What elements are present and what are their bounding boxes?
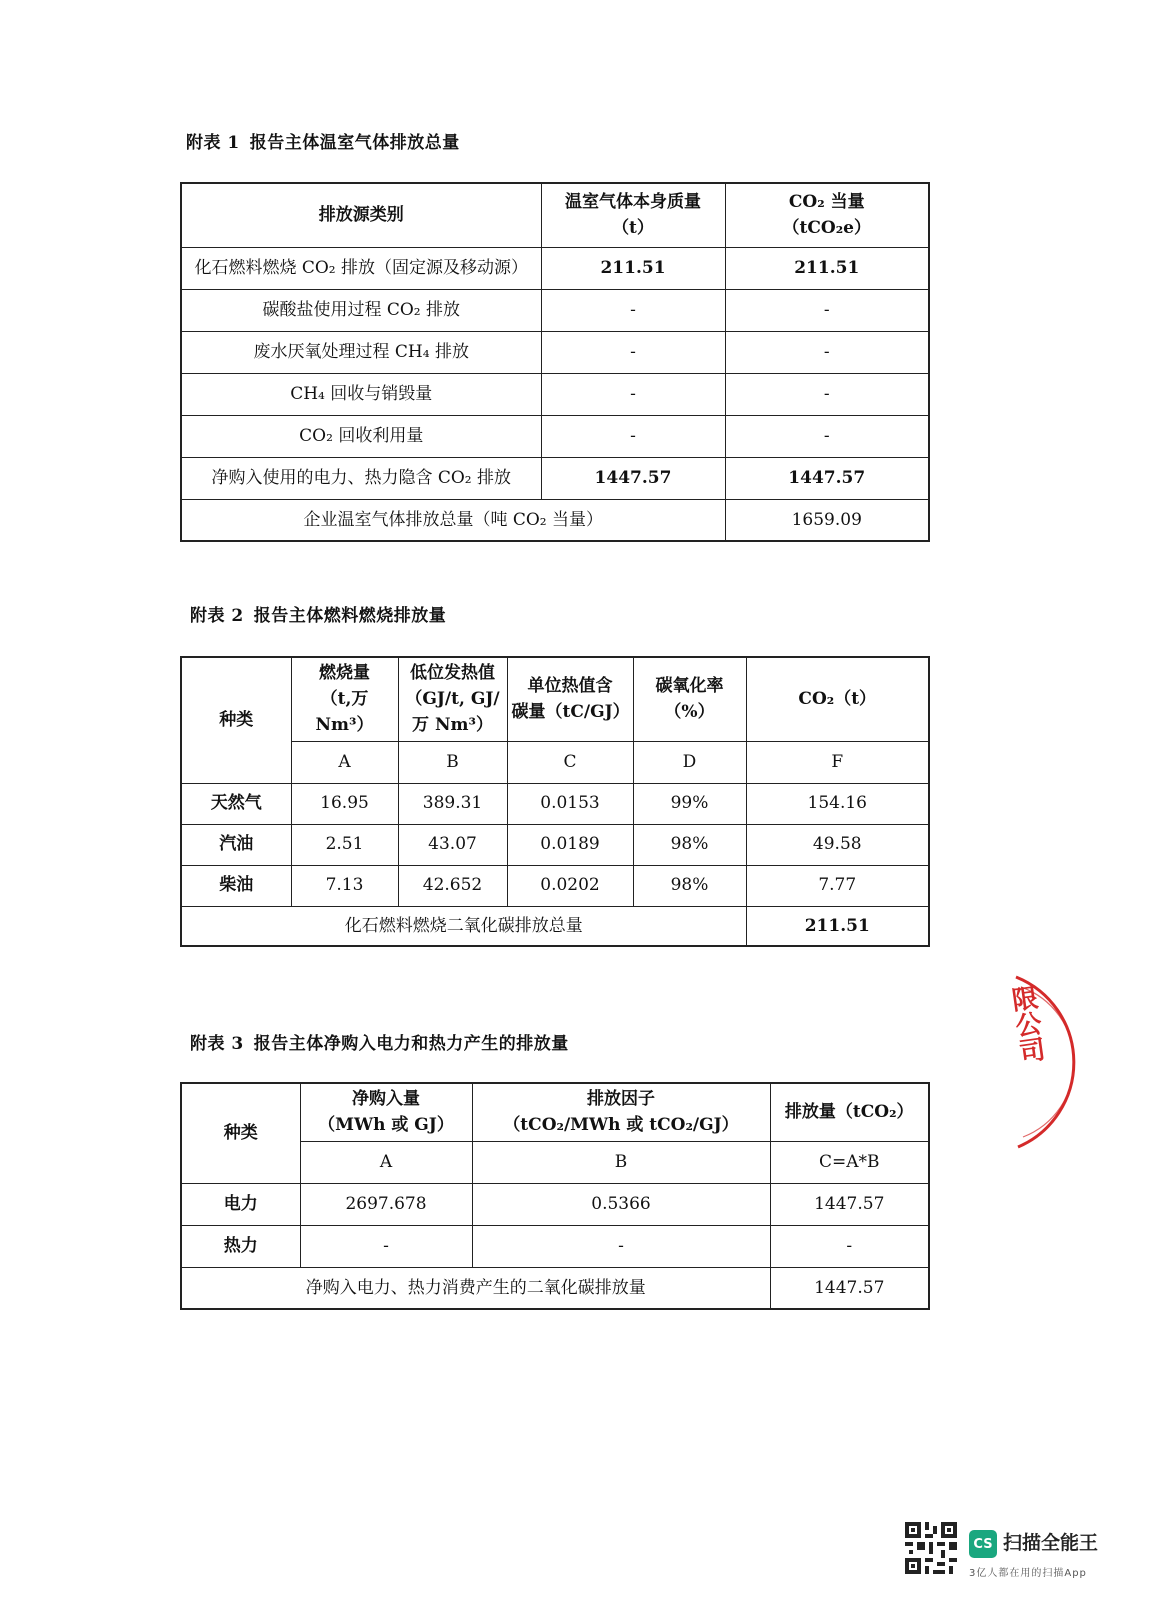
table2-row-f: 7.77 bbox=[746, 865, 929, 906]
table2-row-b: 43.07 bbox=[398, 824, 507, 865]
table-row bbox=[181, 331, 929, 373]
scanner-app-tagline: 3亿人都在用的扫描App bbox=[969, 1568, 1087, 1579]
table2-fuel-combustion bbox=[180, 656, 930, 947]
table1-row-mass: - bbox=[541, 415, 725, 457]
table3-caption-text: 报告主体净购入电力和热力产生的排放量 bbox=[253, 1034, 569, 1054]
table2-header-row bbox=[181, 657, 929, 741]
table1-header-source: 排放源类别 bbox=[181, 183, 541, 247]
table1-row-mass: 211.51 bbox=[541, 247, 725, 289]
table3-row-a: - bbox=[300, 1225, 472, 1267]
table1-row-source: CH₄ 回收与销毁量 bbox=[181, 373, 541, 415]
table2-row-d: 99% bbox=[633, 783, 746, 824]
table3-header-net-line2: （MWh 或 GJ） bbox=[318, 1115, 454, 1136]
table1-row-mass: 1447.57 bbox=[541, 457, 725, 499]
table-row bbox=[181, 1183, 929, 1225]
table2-total-value: 211.51 bbox=[746, 906, 929, 946]
table2-header-amount bbox=[291, 657, 398, 741]
table3-row-b: - bbox=[472, 1225, 770, 1267]
table2-row-c: 0.0189 bbox=[507, 824, 633, 865]
table1-row-source: 化石燃料燃烧 CO₂ 排放（固定源及移动源） bbox=[181, 247, 541, 289]
table2-total-row bbox=[181, 906, 929, 946]
table1-total-row bbox=[181, 499, 929, 541]
table3-letter: C=A*B bbox=[770, 1141, 929, 1183]
table1-row-co2e: - bbox=[725, 289, 929, 331]
table1-caption-number: 附表 1 bbox=[186, 133, 240, 153]
table2-letter: F bbox=[746, 741, 929, 783]
table2-letter: B bbox=[398, 741, 507, 783]
table2-row-a: 16.95 bbox=[291, 783, 398, 824]
company-seal bbox=[1005, 975, 1162, 1155]
table2-row-b: 389.31 bbox=[398, 783, 507, 824]
table2-row-a: 7.13 bbox=[291, 865, 398, 906]
table2-caption bbox=[190, 601, 456, 626]
table2-row-f: 49.58 bbox=[746, 824, 929, 865]
table2-letter: A bbox=[291, 741, 398, 783]
table2-caption-number: 附表 2 bbox=[190, 606, 244, 626]
table1-total-value: 1659.09 bbox=[725, 499, 929, 541]
table1-header-mass-line2: （t） bbox=[612, 218, 654, 239]
table2-header-oxidation bbox=[633, 657, 746, 741]
table3-header-ef-line2: （tCO₂/MWh 或 tCO₂/GJ） bbox=[503, 1115, 739, 1136]
table3-total-label: 净购入电力、热力消费产生的二氧化碳排放量 bbox=[181, 1267, 770, 1309]
table1-row-source: CO₂ 回收利用量 bbox=[181, 415, 541, 457]
table-row bbox=[181, 415, 929, 457]
table1-caption-text: 报告主体温室气体排放总量 bbox=[249, 133, 460, 153]
table2-row-b: 42.652 bbox=[398, 865, 507, 906]
table2-row-type: 汽油 bbox=[181, 824, 291, 865]
table3-header-row bbox=[181, 1083, 929, 1141]
table1-caption bbox=[186, 128, 470, 153]
table2-row-d: 98% bbox=[633, 824, 746, 865]
table1-total-label: 企业温室气体排放总量（吨 CO₂ 当量） bbox=[181, 499, 725, 541]
table2-row-d: 98% bbox=[633, 865, 746, 906]
table3-header-emission-factor bbox=[472, 1083, 770, 1141]
table1-row-mass: - bbox=[541, 289, 725, 331]
table2-header-co2: CO₂（t） bbox=[746, 657, 929, 741]
table3-row-type: 热力 bbox=[181, 1225, 300, 1267]
table3-caption bbox=[190, 1029, 579, 1054]
table1-header-row bbox=[181, 183, 929, 247]
table-row bbox=[181, 1225, 929, 1267]
table3-total-row bbox=[181, 1267, 929, 1309]
table3-row-c: 1447.57 bbox=[770, 1183, 929, 1225]
table-row bbox=[181, 289, 929, 331]
table3-header-type: 种类 bbox=[181, 1083, 300, 1183]
table1-row-source: 碳酸盐使用过程 CO₂ 排放 bbox=[181, 289, 541, 331]
table1-header-co2e-line2: （tCO₂e） bbox=[782, 218, 871, 239]
table2-header-ox-line1: 碳氧化率 bbox=[655, 675, 724, 696]
table-row bbox=[181, 783, 929, 824]
table1-row-co2e: 211.51 bbox=[725, 247, 929, 289]
table2-header-amount-line2: （t,万 bbox=[320, 689, 369, 710]
table2-header-amount-line3: Nm³） bbox=[315, 715, 374, 736]
table3-header-emissions: 排放量（tCO₂） bbox=[770, 1083, 929, 1141]
table2-letter-row bbox=[181, 741, 929, 783]
table2-row-c: 0.0153 bbox=[507, 783, 633, 824]
table2-header-cc-line2: 碳量（tC/GJ） bbox=[511, 702, 630, 723]
table3-row-b: 0.5366 bbox=[472, 1183, 770, 1225]
table2-row-c: 0.0202 bbox=[507, 865, 633, 906]
table2-letter: C bbox=[507, 741, 633, 783]
table2-total-label: 化石燃料燃烧二氧化碳排放总量 bbox=[181, 906, 746, 946]
table2-header-amount-line1: 燃烧量 bbox=[319, 662, 370, 683]
qr-code-icon bbox=[905, 1522, 957, 1574]
table1-row-source: 废水厌氧处理过程 CH₄ 排放 bbox=[181, 331, 541, 373]
table2-header-ncv-line2: （GJ/t, GJ/ bbox=[405, 689, 500, 710]
table3-header-net-line1: 净购入量 bbox=[352, 1088, 420, 1109]
table3-letter: B bbox=[472, 1141, 770, 1183]
table2-header-carbon-content bbox=[507, 657, 633, 741]
table2-row-type: 柴油 bbox=[181, 865, 291, 906]
table-row bbox=[181, 457, 929, 499]
table3-header-net-purchase bbox=[300, 1083, 472, 1141]
table1-row-co2e: - bbox=[725, 415, 929, 457]
table1-row-source: 净购入使用的电力、热力隐含 CO₂ 排放 bbox=[181, 457, 541, 499]
table1-ghg-total bbox=[180, 182, 930, 542]
table2-row-a: 2.51 bbox=[291, 824, 398, 865]
scanner-app-name: 扫描全能王 bbox=[1003, 1532, 1099, 1554]
table3-total-value: 1447.57 bbox=[770, 1267, 929, 1309]
table2-header-type: 种类 bbox=[181, 657, 291, 783]
camscanner-logo-icon: CS bbox=[969, 1530, 997, 1558]
scanner-watermark bbox=[905, 1522, 1115, 1592]
table2-row-type: 天然气 bbox=[181, 783, 291, 824]
table3-row-c: - bbox=[770, 1225, 929, 1267]
table2-header-cc-line1: 单位热值含 bbox=[527, 675, 613, 696]
seal-text: 限公司 bbox=[1005, 983, 1047, 1065]
table1-row-mass: - bbox=[541, 373, 725, 415]
table2-header-ncv-line3: 万 Nm³） bbox=[412, 715, 493, 736]
table1-row-co2e: - bbox=[725, 331, 929, 373]
table2-caption-text: 报告主体燃料燃烧排放量 bbox=[253, 606, 447, 626]
table1-row-co2e: 1447.57 bbox=[725, 457, 929, 499]
table2-header-ncv bbox=[398, 657, 507, 741]
table3-header-ef-line1: 排放因子 bbox=[587, 1088, 655, 1109]
table1-row-mass: - bbox=[541, 331, 725, 373]
table2-header-ncv-line1: 低位发热值 bbox=[410, 662, 495, 683]
table1-row-co2e: - bbox=[725, 373, 929, 415]
table-row bbox=[181, 865, 929, 906]
table1-header-mass bbox=[541, 183, 725, 247]
table-row bbox=[181, 824, 929, 865]
table1-header-co2e bbox=[725, 183, 929, 247]
table3-purchased-energy bbox=[180, 1082, 930, 1310]
table1-header-mass-line1: 温室气体本身质量 bbox=[565, 191, 701, 212]
table3-row-a: 2697.678 bbox=[300, 1183, 472, 1225]
table-row bbox=[181, 373, 929, 415]
table2-header-ox-line2: （%） bbox=[664, 702, 715, 723]
table2-row-f: 154.16 bbox=[746, 783, 929, 824]
table3-letter: A bbox=[300, 1141, 472, 1183]
table-row bbox=[181, 247, 929, 289]
table1-header-co2e-line1: CO₂ 当量 bbox=[788, 191, 865, 212]
table2-letter: D bbox=[633, 741, 746, 783]
table3-row-type: 电力 bbox=[181, 1183, 300, 1225]
table3-caption-number: 附表 3 bbox=[190, 1034, 244, 1054]
